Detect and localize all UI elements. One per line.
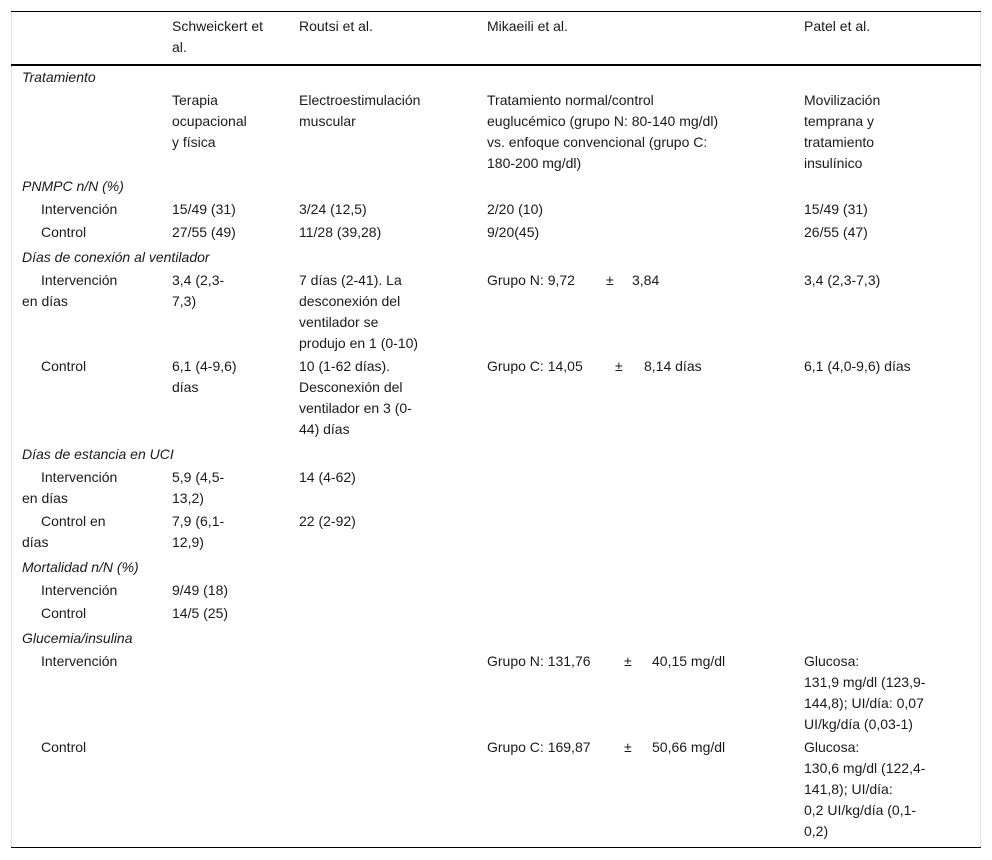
tratamiento-schweickert-2: ocupacional xyxy=(172,113,247,129)
tratamiento-patel-2: temprana y xyxy=(804,113,875,129)
header-mikaeili: Mikaeili et al. xyxy=(487,18,568,34)
glucemia-control-patel-3: 141,8); UI/día: xyxy=(804,781,893,797)
tratamiento-mikaeili-3: vs. enfoque convencional (grupo C: xyxy=(487,134,708,150)
tratamiento-routsi-1: Electroestimulación xyxy=(299,92,421,108)
ventilador-control-routsi-3: ventilador en 3 (0- xyxy=(299,400,412,416)
uci-control-schweickert-1: 7,9 (6,1- xyxy=(172,513,225,529)
ventilador-control-mikaeili-pm: ± xyxy=(615,358,623,374)
ventilador-intervencion-routsi-1: 7 días (2-41). La xyxy=(299,272,402,288)
pnmpc-intervencion-patel: 15/49 (31) xyxy=(804,201,868,217)
tratamiento-routsi-2: muscular xyxy=(299,113,356,129)
pnmpc-control-schweickert: 27/55 (49) xyxy=(172,224,236,240)
comparison-table xyxy=(11,11,981,847)
glucemia-intervencion-mikaeili-group: Grupo N: 131,76 xyxy=(487,653,591,669)
glucemia-intervencion-label: Intervención xyxy=(41,653,118,669)
mortalidad-intervencion-label: Intervención xyxy=(41,582,118,598)
ventilador-intervencion-mikaeili-group: Grupo N: 9,72 xyxy=(487,272,575,288)
pnmpc-intervencion-routsi: 3/24 (12,5) xyxy=(299,201,367,217)
pnmpc-intervencion-label: Intervención xyxy=(41,201,118,217)
tratamiento-patel-1: Movilización xyxy=(804,92,881,108)
ventilador-intervencion-routsi-2: desconexión del xyxy=(299,293,401,309)
ventilador-control-schweickert-2: días xyxy=(172,379,199,395)
pnmpc-control-label: Control xyxy=(41,224,87,240)
pnmpc-control-mikaeili: 9/20(45) xyxy=(487,224,540,240)
glucemia-control-mikaeili-pm: ± xyxy=(624,739,632,755)
mortalidad-control-label: Control xyxy=(41,605,87,621)
ventilador-control-schweickert-1: 6,1 (4-9,6) xyxy=(172,358,237,374)
header-schweickert-line1: Schweickert et xyxy=(172,18,264,34)
mortalidad-control-schweickert: 14/5 (25) xyxy=(172,605,229,621)
ventilador-intervencion-mikaeili-pm: ± xyxy=(606,272,614,288)
uci-intervencion-schweickert-1: 5,9 (4,5- xyxy=(172,469,225,485)
ventilador-control-patel: 6,1 (4,0-9,6) días xyxy=(804,358,911,374)
glucemia-control-patel-4: 0,2 UI/kg/día (0,1- xyxy=(804,802,917,818)
ventilador-control-mikaeili-group: Grupo C: 14,05 xyxy=(487,358,583,374)
section-title-tratamiento: Tratamiento xyxy=(22,69,96,85)
glucemia-control-patel-2: 130,6 mg/dl (122,4- xyxy=(804,760,926,776)
ventilador-control-mikaeili-value: 8,14 días xyxy=(644,358,702,374)
glucemia-control-mikaeili-value: 50,66 mg/dl xyxy=(652,739,726,755)
uci-control-schweickert-2: 12,9) xyxy=(172,534,204,550)
tratamiento-mikaeili-2: euglucémico (grupo N: 80-140 mg/dl) xyxy=(487,113,719,129)
uci-intervencion-label-2: en días xyxy=(22,490,68,506)
uci-control-label-2: días xyxy=(22,534,49,550)
uci-control-label-1: Control en xyxy=(41,513,106,529)
pnmpc-intervencion-schweickert: 15/49 (31) xyxy=(172,201,236,217)
table-header-rule xyxy=(11,64,981,66)
mortalidad-intervencion-schweickert: 9/49 (18) xyxy=(172,582,229,598)
tratamiento-schweickert-3: y física xyxy=(172,134,216,150)
glucemia-intervencion-patel-3: 144,8); UI/día: 0,07 xyxy=(804,695,924,711)
uci-intervencion-schweickert-2: 13,2) xyxy=(172,490,204,506)
pnmpc-control-routsi: 11/28 (39,28) xyxy=(299,224,382,240)
section-title-mortalidad: Mortalidad n/N (%) xyxy=(22,559,139,575)
ventilador-intervencion-schweickert-2: 7,3) xyxy=(172,293,197,309)
table-bottom-rule xyxy=(11,847,981,848)
uci-intervencion-routsi: 14 (4-62) xyxy=(299,469,356,485)
tratamiento-mikaeili-4: 180-200 mg/dl) xyxy=(487,155,582,171)
tratamiento-schweickert-1: Terapia xyxy=(172,92,218,108)
ventilador-intervencion-routsi-4: produjo en 1 (0-10) xyxy=(299,335,419,351)
tratamiento-patel-3: tratamiento xyxy=(804,134,875,150)
pnmpc-control-patel: 26/55 (47) xyxy=(804,224,868,240)
table-right-border xyxy=(980,11,981,847)
glucemia-control-label: Control xyxy=(41,739,87,755)
ventilador-control-label: Control xyxy=(41,358,87,374)
section-title-pnmpc: PNMPC n/N (%) xyxy=(22,178,124,194)
ventilador-intervencion-patel: 3,4 (2,3-7,3) xyxy=(804,272,881,288)
table-top-rule xyxy=(11,11,981,12)
glucemia-control-patel-1: Glucosa: xyxy=(804,739,860,755)
uci-intervencion-label-1: Intervención xyxy=(41,469,118,485)
ventilador-control-routsi-2: Desconexión del xyxy=(299,379,403,395)
header-patel: Patel et al. xyxy=(804,18,871,34)
table-left-border xyxy=(11,11,12,847)
header-routsi: Routsi et al. xyxy=(299,18,373,34)
glucemia-control-patel-5: 0,2) xyxy=(804,823,829,839)
tratamiento-patel-4: insulínico xyxy=(804,155,863,171)
ventilador-intervencion-schweickert-1: 3,4 (2,3- xyxy=(172,272,225,288)
section-title-glucemia: Glucemia/insulina xyxy=(22,630,133,646)
ventilador-intervencion-label-2: en días xyxy=(22,293,68,309)
glucemia-intervencion-patel-4: UI/kg/día (0,03-1) xyxy=(804,716,913,732)
glucemia-control-mikaeili-group: Grupo C: 169,87 xyxy=(487,739,591,755)
tratamiento-mikaeili-1: Tratamiento normal/control xyxy=(487,92,654,108)
glucemia-intervencion-patel-1: Glucosa: xyxy=(804,653,860,669)
uci-control-routsi: 22 (2-92) xyxy=(299,513,356,529)
ventilador-intervencion-mikaeili-value: 3,84 xyxy=(632,272,660,288)
ventilador-control-routsi-4: 44) días xyxy=(299,421,350,437)
ventilador-intervencion-routsi-3: ventilador se xyxy=(299,314,379,330)
glucemia-intervencion-mikaeili-value: 40,15 mg/dl xyxy=(652,653,726,669)
glucemia-intervencion-patel-2: 131,9 mg/dl (123,9- xyxy=(804,674,926,690)
section-title-uci: Días de estancia en UCI xyxy=(22,446,174,462)
ventilador-intervencion-label-1: Intervención xyxy=(41,272,118,288)
section-title-ventilador: Días de conexión al ventilador xyxy=(22,249,210,265)
ventilador-control-routsi-1: 10 (1-62 días). xyxy=(299,358,391,374)
pnmpc-intervencion-mikaeili: 2/20 (10) xyxy=(487,201,544,217)
glucemia-intervencion-mikaeili-pm: ± xyxy=(624,653,632,669)
header-schweickert-line2: al. xyxy=(172,39,187,55)
